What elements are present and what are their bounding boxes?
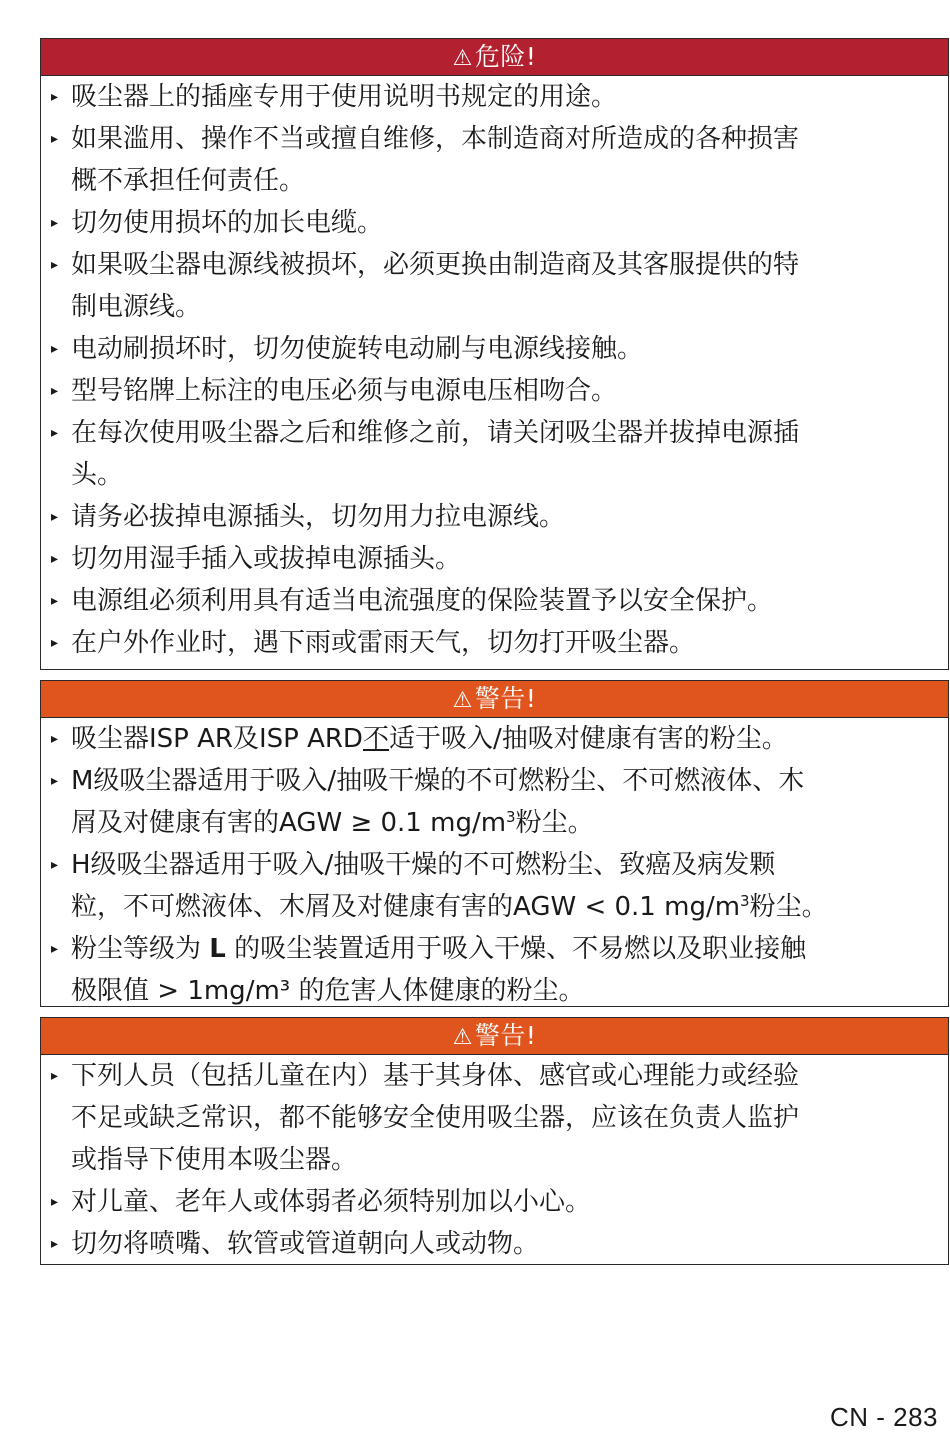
danger-header-label: 危险! (474, 42, 537, 71)
list-item (51, 1055, 940, 1181)
page-number: CN - 283 (829, 1402, 938, 1432)
warning-persons-list (41, 1055, 948, 1265)
list-item (51, 538, 940, 580)
item-text: 或指导下使用本吸尘器。 (71, 1145, 358, 1175)
warning-triangle-icon: ⚠ (452, 1025, 473, 1050)
item-text-part: 粉尘等级为 (71, 934, 210, 964)
warning-header-label: 警告! (474, 684, 537, 713)
item-text: 请务必拔掉电源插头，切勿用力拉电源线。 (71, 502, 566, 532)
item-text-part: 粉尘。 (749, 892, 828, 922)
item-text: 电源组必须利用具有适当电流强度的保险装置予以安全保护。 (71, 586, 774, 616)
item-text: 制电源线。 (71, 292, 202, 322)
item-text: 切勿用湿手插入或拔掉电源插头。 (71, 544, 462, 574)
bullet-icon: ▸ (51, 941, 59, 957)
superscript: 3 (740, 892, 750, 910)
bullet-icon: ▸ (51, 509, 59, 525)
bullet-icon: ▸ (51, 215, 59, 231)
danger-list (41, 76, 948, 664)
item-text: 型号铭牌上标注的电压必须与电源电压相吻合。 (71, 376, 618, 406)
bullet-icon: ▸ (51, 635, 59, 651)
bullet-icon: ▸ (51, 1236, 59, 1252)
item-text-part: 吸尘器ISP AR及ISP ARD (71, 724, 363, 754)
bullet-icon: ▸ (51, 593, 59, 609)
list-item (51, 202, 940, 244)
bullet-icon: ▸ (51, 551, 59, 567)
item-text: 概不承担任何责任。 (71, 166, 306, 196)
item-text-part: 粒，不可燃液体、木屑及对健康有害的AGW < 0.1 mg/m (71, 892, 741, 922)
item-text: 如果滥用、操作不当或擅自维修，本制造商对所造成的各种损害 (71, 124, 800, 154)
item-text: 切勿将喷嘴、软管或管道朝向人或动物。 (71, 1229, 540, 1259)
item-text-part: 适于吸入/抽吸对健康有害的粉尘。 (388, 724, 788, 754)
item-text: H级吸尘器适用于吸入/抽吸干燥的不可燃粉尘、致癌及病发颗 (71, 850, 776, 880)
list-item (51, 622, 940, 664)
bullet-icon: ▸ (51, 1194, 59, 1210)
warning-box-persons (40, 1017, 949, 1265)
warning-header (41, 681, 948, 718)
item-text (71, 886, 940, 928)
warning-box-dust (40, 680, 949, 1007)
list-item (51, 928, 940, 1007)
warning-header-label: 警告! (474, 1021, 537, 1050)
emphasis-not: 不 (362, 724, 389, 754)
item-text: 在每次使用吸尘器之后和维修之前，请关闭吸尘器并拔掉电源插 (71, 418, 800, 448)
warning-triangle-icon: ⚠ (452, 688, 473, 713)
bullet-icon: ▸ (51, 89, 59, 105)
item-text: 不足或缺乏常识，都不能够安全使用吸尘器，应该在负责人监护 (71, 1103, 800, 1133)
item-text: 吸尘器上的插座专用于使用说明书规定的用途。 (71, 82, 618, 112)
list-item (51, 580, 940, 622)
item-text: 下列人员（包括儿童在内）基于其身体、感官或心理能力或经验 (71, 1061, 800, 1091)
item-text (71, 802, 940, 844)
list-item (51, 412, 940, 496)
item-text (71, 928, 940, 970)
item-text: 极限值 > 1mg/m³ 的危害人体健康的粉尘。 (71, 976, 585, 1006)
list-item (51, 718, 940, 760)
list-item (51, 760, 940, 844)
superscript: 3 (506, 808, 516, 826)
list-item (51, 496, 940, 538)
item-text-part: 屑及对健康有害的AGW ≥ 0.1 mg/m (71, 808, 507, 838)
bullet-icon: ▸ (51, 341, 59, 357)
list-item (51, 844, 940, 928)
bullet-icon: ▸ (51, 131, 59, 147)
bullet-icon: ▸ (51, 731, 59, 747)
bullet-icon: ▸ (51, 257, 59, 273)
bullet-icon: ▸ (51, 857, 59, 873)
bullet-icon: ▸ (51, 383, 59, 399)
item-text-part: 的吸尘装置适用于吸入干燥、不易燃以及职业接触 (225, 934, 807, 964)
item-text: 切勿使用损坏的加长电缆。 (71, 208, 384, 238)
item-text (71, 718, 940, 760)
list-item (51, 1181, 940, 1223)
item-text: 头。 (71, 460, 124, 490)
item-text-part: 粉尘。 (515, 808, 594, 838)
warning-header (41, 1018, 948, 1055)
item-text: 在户外作业时，遇下雨或雷雨天气，切勿打开吸尘器。 (71, 628, 696, 658)
warning-dust-list (41, 718, 948, 1007)
list-item (51, 328, 940, 370)
bullet-icon: ▸ (51, 773, 59, 789)
warning-triangle-icon: ⚠ (452, 46, 473, 71)
item-text: 电动刷损坏时，切勿使旋转电动刷与电源线接触。 (71, 334, 644, 364)
list-item (51, 370, 940, 412)
list-item (51, 118, 940, 202)
item-text: 如果吸尘器电源线被损坏，必须更换由制造商及其客服提供的特 (71, 250, 800, 280)
bullet-icon: ▸ (51, 425, 59, 441)
danger-header (41, 39, 948, 76)
list-item (51, 1223, 940, 1265)
list-item (51, 76, 940, 118)
list-item (51, 244, 940, 328)
dust-class-l: L (209, 934, 226, 964)
danger-box (40, 38, 949, 670)
bullet-icon: ▸ (51, 1068, 59, 1084)
item-text: 对儿童、老年人或体弱者必须特别加以小心。 (71, 1187, 592, 1217)
item-text: M级吸尘器适用于吸入/抽吸干燥的不可燃粉尘、不可燃液体、木 (71, 766, 805, 796)
